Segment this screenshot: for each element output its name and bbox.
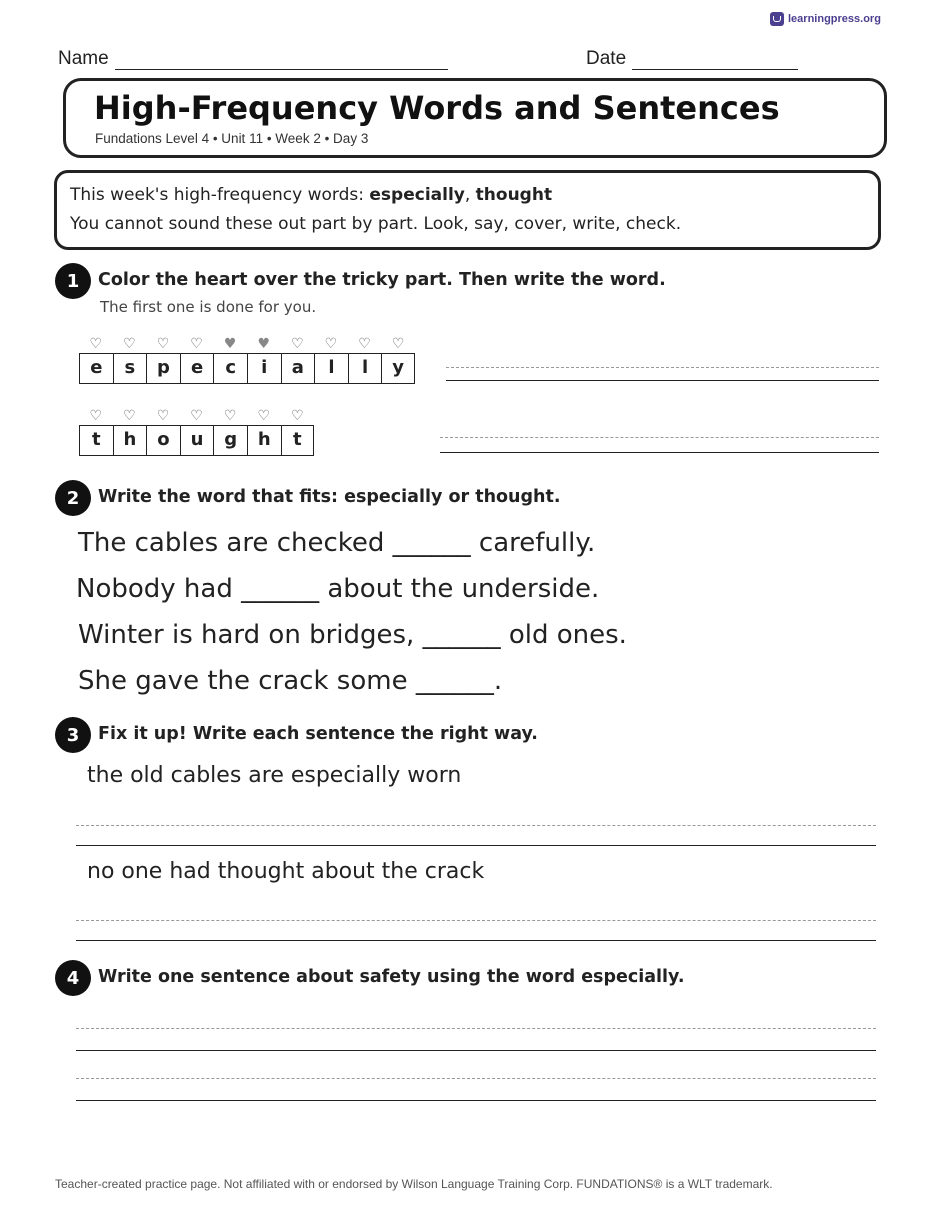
section-4-number: 4 — [55, 960, 91, 996]
date-field — [586, 48, 798, 70]
letter-cell — [146, 337, 180, 384]
write-dashed-line — [440, 437, 879, 438]
section-2-number: 2 — [55, 480, 91, 516]
info-word-1: especially — [369, 185, 465, 205]
letter-cell — [113, 409, 147, 456]
heart-outline-icon[interactable]: ♡ — [391, 336, 405, 352]
letter-cell — [213, 337, 247, 384]
letter: e — [79, 353, 113, 384]
heart-filled-icon[interactable]: ♥ — [257, 336, 271, 352]
fill-sentence: Nobody had ______ about the underside. — [76, 574, 600, 604]
section-1-prompt: Color the heart over the tricky part. Then write the word. — [98, 270, 666, 290]
section-2-prompt: Write the word that fits: especially or thought. — [98, 487, 561, 507]
info-words-line — [70, 185, 552, 205]
section-3-number: 3 — [55, 717, 91, 753]
heart-outline-icon[interactable]: ♡ — [89, 336, 103, 352]
letter: t — [281, 425, 315, 456]
letter: e — [180, 353, 214, 384]
write-dashed-line — [76, 1078, 876, 1079]
letter-cell — [281, 337, 315, 384]
book-icon — [770, 12, 784, 26]
letter: s — [113, 353, 147, 384]
letter-cell — [146, 409, 180, 456]
letter-cell — [213, 409, 247, 456]
footer-disclaimer: Teacher-created practice page. Not affiliated with or endorsed by Wilson Language Training Corp. FUNDATIONS® is a WLT trademark. — [55, 1177, 773, 1191]
letter-cell — [113, 337, 147, 384]
write-dashed-line — [76, 1028, 876, 1029]
section-4-prompt: Write one sentence about safety using the word especially. — [98, 967, 685, 987]
write-line[interactable] — [440, 452, 879, 453]
letter: o — [146, 425, 180, 456]
letter-cell — [381, 337, 415, 384]
letter: c — [213, 353, 247, 384]
letter: y — [381, 353, 415, 384]
fix-sentence: the old cables are especially worn — [87, 763, 462, 788]
name-label: Name — [58, 48, 109, 69]
date-label: Date — [586, 48, 627, 69]
letter: l — [314, 353, 348, 384]
letter-cell — [180, 337, 214, 384]
write-line[interactable] — [76, 940, 876, 941]
fill-sentence: She gave the crack some ______. — [78, 666, 503, 696]
heart-outline-icon[interactable]: ♡ — [190, 336, 203, 352]
heart-outline-icon[interactable]: ♡ — [358, 336, 371, 352]
heart-outline-icon[interactable]: ♡ — [291, 336, 304, 352]
fill-sentence: Winter is hard on bridges, ______ old ones. — [78, 620, 627, 650]
heart-outline-icon[interactable]: ♡ — [123, 408, 136, 424]
write-line[interactable] — [76, 845, 876, 846]
date-line[interactable] — [632, 51, 798, 70]
letter: t — [79, 425, 113, 456]
page-subtitle: Fundations Level 4 • Unit 11 • Week 2 • Day 3 — [95, 131, 369, 146]
info-word-2: thought — [475, 185, 553, 205]
write-dashed-line — [76, 825, 876, 826]
info-sep: , — [464, 185, 476, 205]
letter: a — [281, 353, 315, 384]
brand — [770, 12, 881, 26]
letter: h — [247, 425, 281, 456]
section-1-number: 1 — [55, 263, 91, 299]
heart-outline-icon[interactable]: ♡ — [156, 408, 170, 424]
brand-site: learningpress.org — [788, 13, 881, 25]
letter: u — [180, 425, 214, 456]
letter: l — [348, 353, 382, 384]
letter-cell — [79, 337, 113, 384]
write-dashed-line — [446, 367, 879, 368]
heart-outline-icon[interactable]: ♡ — [324, 336, 338, 352]
write-line[interactable] — [76, 1100, 876, 1101]
fill-sentence: The cables are checked ______ carefully. — [78, 528, 596, 558]
info-box — [54, 170, 881, 250]
letter: g — [213, 425, 247, 456]
heart-outline-icon[interactable]: ♡ — [291, 408, 304, 424]
letter-cell — [314, 337, 348, 384]
heart-outline-icon[interactable]: ♡ — [223, 408, 237, 424]
letter-box-especially — [79, 337, 415, 384]
page-title: High-Frequency Words and Sentences — [94, 89, 780, 127]
heart-filled-icon[interactable]: ♥ — [223, 336, 237, 352]
heart-outline-icon[interactable]: ♡ — [190, 408, 203, 424]
fix-sentence: no one had thought about the crack — [87, 859, 485, 884]
heart-outline-icon[interactable]: ♡ — [257, 408, 271, 424]
name-field — [58, 48, 448, 70]
write-line[interactable] — [76, 1050, 876, 1051]
letter: h — [113, 425, 147, 456]
letter-box-thought — [79, 409, 314, 456]
write-dashed-line — [76, 920, 876, 921]
heart-outline-icon[interactable]: ♡ — [156, 336, 170, 352]
letter-cell — [180, 409, 214, 456]
title-box — [63, 78, 887, 158]
info-instructions: You cannot sound these out part by part. Look, say, cover, write, check. — [70, 214, 682, 234]
letter-cell — [79, 409, 113, 456]
heart-outline-icon[interactable]: ♡ — [89, 408, 103, 424]
letter: i — [247, 353, 281, 384]
info-prefix: This week's high-frequency words: — [70, 185, 370, 205]
letter-cell — [247, 409, 281, 456]
section-1-hint: The first one is done for you. — [100, 298, 317, 316]
letter-cell — [348, 337, 382, 384]
heart-outline-icon[interactable]: ♡ — [123, 336, 136, 352]
letter: p — [146, 353, 180, 384]
letter-cell — [281, 409, 315, 456]
write-line[interactable] — [446, 380, 879, 381]
name-line[interactable] — [115, 51, 448, 70]
letter-cell — [247, 337, 281, 384]
section-3-prompt: Fix it up! Write each sentence the right way. — [98, 724, 538, 744]
